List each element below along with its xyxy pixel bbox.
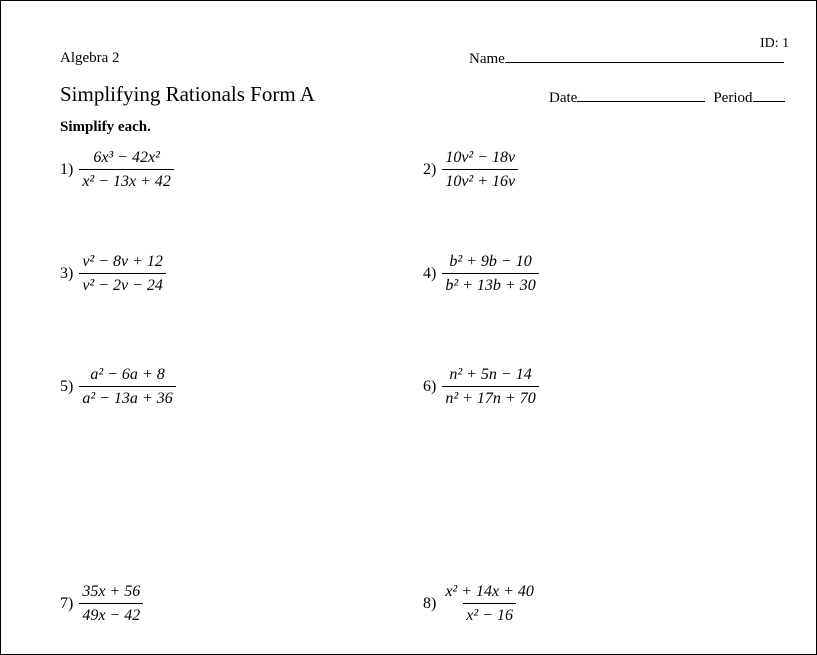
fraction <box>442 365 538 408</box>
denominator: 49x − 42 <box>79 603 143 625</box>
worksheet-title: Simplifying Rationals Form A <box>60 82 315 106</box>
denominator: x² − 16 <box>463 603 516 625</box>
fraction <box>442 582 537 625</box>
problem-number: 8) <box>423 594 437 612</box>
name-label: Name <box>469 51 505 67</box>
numerator: 6x³ − 42x² <box>93 149 160 166</box>
problem-8 <box>423 582 537 625</box>
problem-number: 7) <box>60 594 74 612</box>
numerator: 35x + 56 <box>82 583 141 600</box>
denominator: b² + 13b + 30 <box>442 273 538 295</box>
denominator: v² − 2v − 24 <box>79 273 166 295</box>
denominator: 10v² + 16v <box>442 169 518 191</box>
denominator: n² + 17n + 70 <box>442 386 538 408</box>
instructions: Simplify each. <box>60 119 151 135</box>
worksheet-id: ID: 1 <box>760 36 790 51</box>
fraction <box>442 252 538 295</box>
period-label: Period <box>713 90 753 106</box>
problem-4 <box>423 252 539 295</box>
numerator: n² + 5n − 14 <box>449 366 532 383</box>
fraction <box>79 252 166 295</box>
problem-7 <box>60 582 143 625</box>
problem-number: 5) <box>60 377 74 395</box>
numerator: x² + 14x + 40 <box>445 583 534 600</box>
fraction <box>79 582 143 625</box>
problem-3 <box>60 252 166 295</box>
denominator: a² − 13a + 36 <box>79 386 175 408</box>
numerator: 10v² − 18v <box>445 149 516 166</box>
fraction <box>79 365 175 408</box>
date-blank[interactable] <box>577 89 705 102</box>
problem-1 <box>60 148 174 191</box>
course-label: Algebra 2 <box>60 50 120 66</box>
numerator: v² − 8v + 12 <box>82 253 163 270</box>
problem-number: 2) <box>423 160 437 178</box>
numerator: a² − 6a + 8 <box>90 366 165 383</box>
problem-2 <box>423 148 518 191</box>
name-blank[interactable] <box>505 50 784 63</box>
period-blank[interactable] <box>753 89 785 102</box>
date-period-row <box>549 89 785 107</box>
fraction <box>442 148 518 191</box>
denominator: x² − 13x + 42 <box>79 169 174 191</box>
problem-number: 1) <box>60 160 74 178</box>
date-label: Date <box>549 90 578 106</box>
numerator: b² + 9b − 10 <box>449 253 532 270</box>
problem-number: 3) <box>60 264 74 282</box>
name-field-row <box>469 50 784 68</box>
problem-number: 6) <box>423 377 437 395</box>
problem-5 <box>60 365 176 408</box>
fraction <box>79 148 174 191</box>
problem-number: 4) <box>423 264 437 282</box>
problem-6 <box>423 365 539 408</box>
